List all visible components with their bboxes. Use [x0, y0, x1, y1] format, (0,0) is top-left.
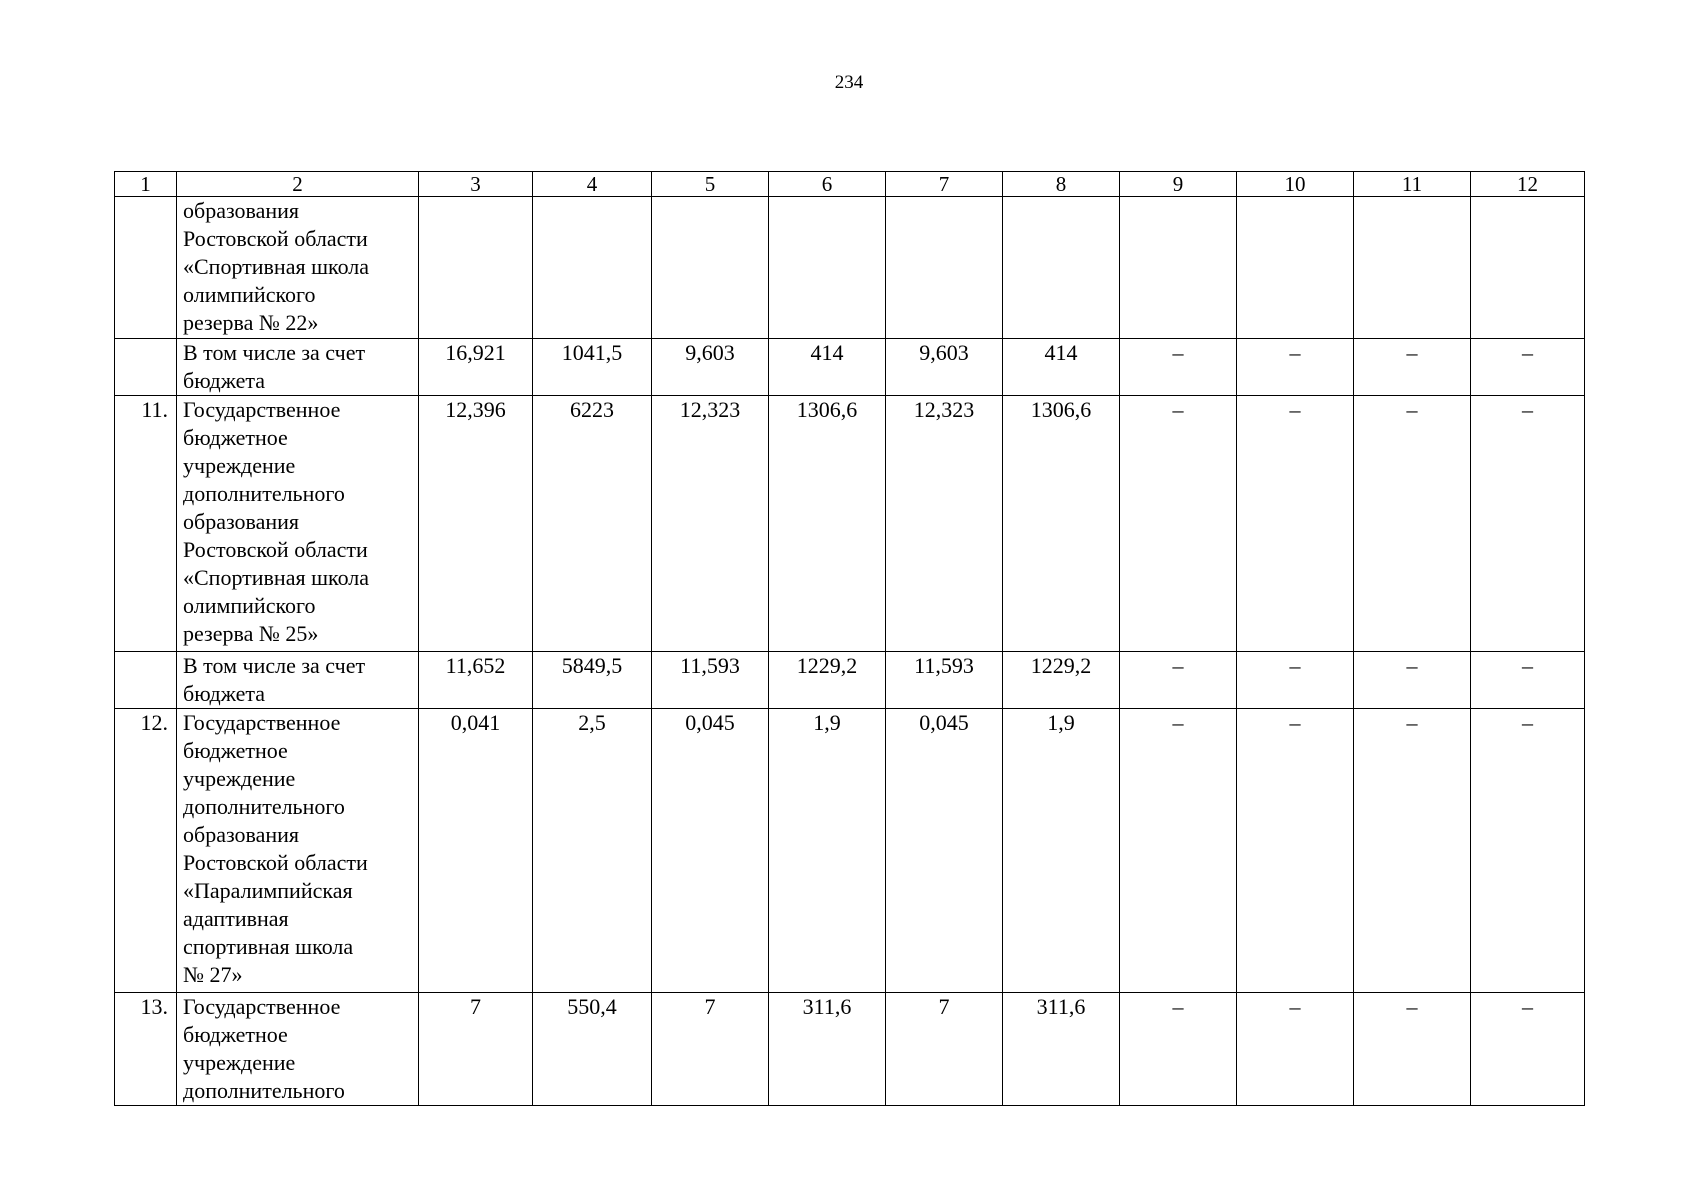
value-cell: 0,045 [652, 709, 769, 993]
value-cell: 6223 [533, 396, 652, 652]
value-cell: 7 [419, 993, 533, 1106]
value-cell: 9,603 [652, 339, 769, 396]
value-cell: 11,652 [419, 652, 533, 709]
value-cell [652, 197, 769, 339]
value-cell: 9,603 [886, 339, 1003, 396]
column-header: 5 [652, 172, 769, 197]
value-cell: 12,323 [886, 396, 1003, 652]
value-cell: 0,045 [886, 709, 1003, 993]
table-row [115, 993, 1585, 1106]
value-cell: 11,593 [886, 652, 1003, 709]
value-cell: 1306,6 [769, 396, 886, 652]
value-cell: – [1120, 652, 1237, 709]
value-cell: 1306,6 [1003, 396, 1120, 652]
value-cell: 1229,2 [769, 652, 886, 709]
value-cell: – [1237, 993, 1354, 1106]
value-cell: – [1354, 396, 1471, 652]
value-cell: – [1237, 396, 1354, 652]
value-cell [886, 197, 1003, 339]
value-cell: 1041,5 [533, 339, 652, 396]
column-header: 7 [886, 172, 1003, 197]
value-cell [769, 197, 886, 339]
table-row [115, 652, 1585, 709]
value-cell [533, 197, 652, 339]
column-header: 12 [1471, 172, 1585, 197]
value-cell: – [1120, 396, 1237, 652]
value-cell: 0,041 [419, 709, 533, 993]
value-cell: 16,921 [419, 339, 533, 396]
value-cell: – [1354, 339, 1471, 396]
page-number: 234 [834, 72, 864, 93]
row-number-cell [115, 652, 177, 709]
table-header-row [115, 172, 1585, 197]
value-cell: – [1471, 993, 1585, 1106]
row-name-cell: В том числе за счет бюджета [177, 339, 419, 396]
column-header: 8 [1003, 172, 1120, 197]
row-name-cell: Государственное бюджетное учреждение дополнительного образования Ростовской области «Паралимпийская адаптивная спортивная школа № 27» [177, 709, 419, 993]
column-header: 9 [1120, 172, 1237, 197]
value-cell [1354, 197, 1471, 339]
value-cell: 414 [1003, 339, 1120, 396]
value-cell: – [1354, 709, 1471, 993]
value-cell: – [1120, 709, 1237, 993]
table-body [115, 172, 1585, 1106]
value-cell: 7 [886, 993, 1003, 1106]
value-cell: 1,9 [769, 709, 886, 993]
value-cell: – [1354, 652, 1471, 709]
row-number-cell [115, 197, 177, 339]
column-header: 4 [533, 172, 652, 197]
value-cell: 12,323 [652, 396, 769, 652]
value-cell: – [1471, 652, 1585, 709]
value-cell: 414 [769, 339, 886, 396]
table-row [115, 709, 1585, 993]
value-cell: 11,593 [652, 652, 769, 709]
value-cell: – [1120, 339, 1237, 396]
value-cell: – [1120, 993, 1237, 1106]
row-number-cell: 12. [115, 709, 177, 993]
value-cell: 1,9 [1003, 709, 1120, 993]
value-cell: – [1237, 709, 1354, 993]
column-header: 11 [1354, 172, 1471, 197]
value-cell [419, 197, 533, 339]
value-cell [1471, 197, 1585, 339]
value-cell: 311,6 [769, 993, 886, 1106]
value-cell: 12,396 [419, 396, 533, 652]
row-number-cell: 11. [115, 396, 177, 652]
value-cell: – [1237, 339, 1354, 396]
value-cell: – [1471, 709, 1585, 993]
row-number-cell [115, 339, 177, 396]
column-header: 10 [1237, 172, 1354, 197]
column-header: 6 [769, 172, 886, 197]
value-cell: 311,6 [1003, 993, 1120, 1106]
value-cell: 550,4 [533, 993, 652, 1106]
data-table [114, 171, 1585, 1106]
value-cell: – [1354, 993, 1471, 1106]
table-row [115, 339, 1585, 396]
column-header: 2 [177, 172, 419, 197]
value-cell [1237, 197, 1354, 339]
value-cell [1003, 197, 1120, 339]
row-name-cell: В том числе за счет бюджета [177, 652, 419, 709]
row-name-cell: Государственное бюджетное учреждение дополнительного образования Ростовской области «Спортивная школа олимпийского резерва № 25» [177, 396, 419, 652]
value-cell: – [1471, 339, 1585, 396]
row-name-cell: Государственное бюджетное учреждение дополнительного [177, 993, 419, 1106]
value-cell: 5849,5 [533, 652, 652, 709]
table-row [115, 396, 1585, 652]
row-number-cell: 13. [115, 993, 177, 1106]
value-cell: 7 [652, 993, 769, 1106]
value-cell: 2,5 [533, 709, 652, 993]
value-cell: – [1471, 396, 1585, 652]
column-header: 1 [115, 172, 177, 197]
table-row [115, 197, 1585, 339]
column-header: 3 [419, 172, 533, 197]
value-cell: 1229,2 [1003, 652, 1120, 709]
value-cell [1120, 197, 1237, 339]
row-name-cell: образования Ростовской области «Спортивная школа олимпийского резерва № 22» [177, 197, 419, 339]
value-cell: – [1237, 652, 1354, 709]
